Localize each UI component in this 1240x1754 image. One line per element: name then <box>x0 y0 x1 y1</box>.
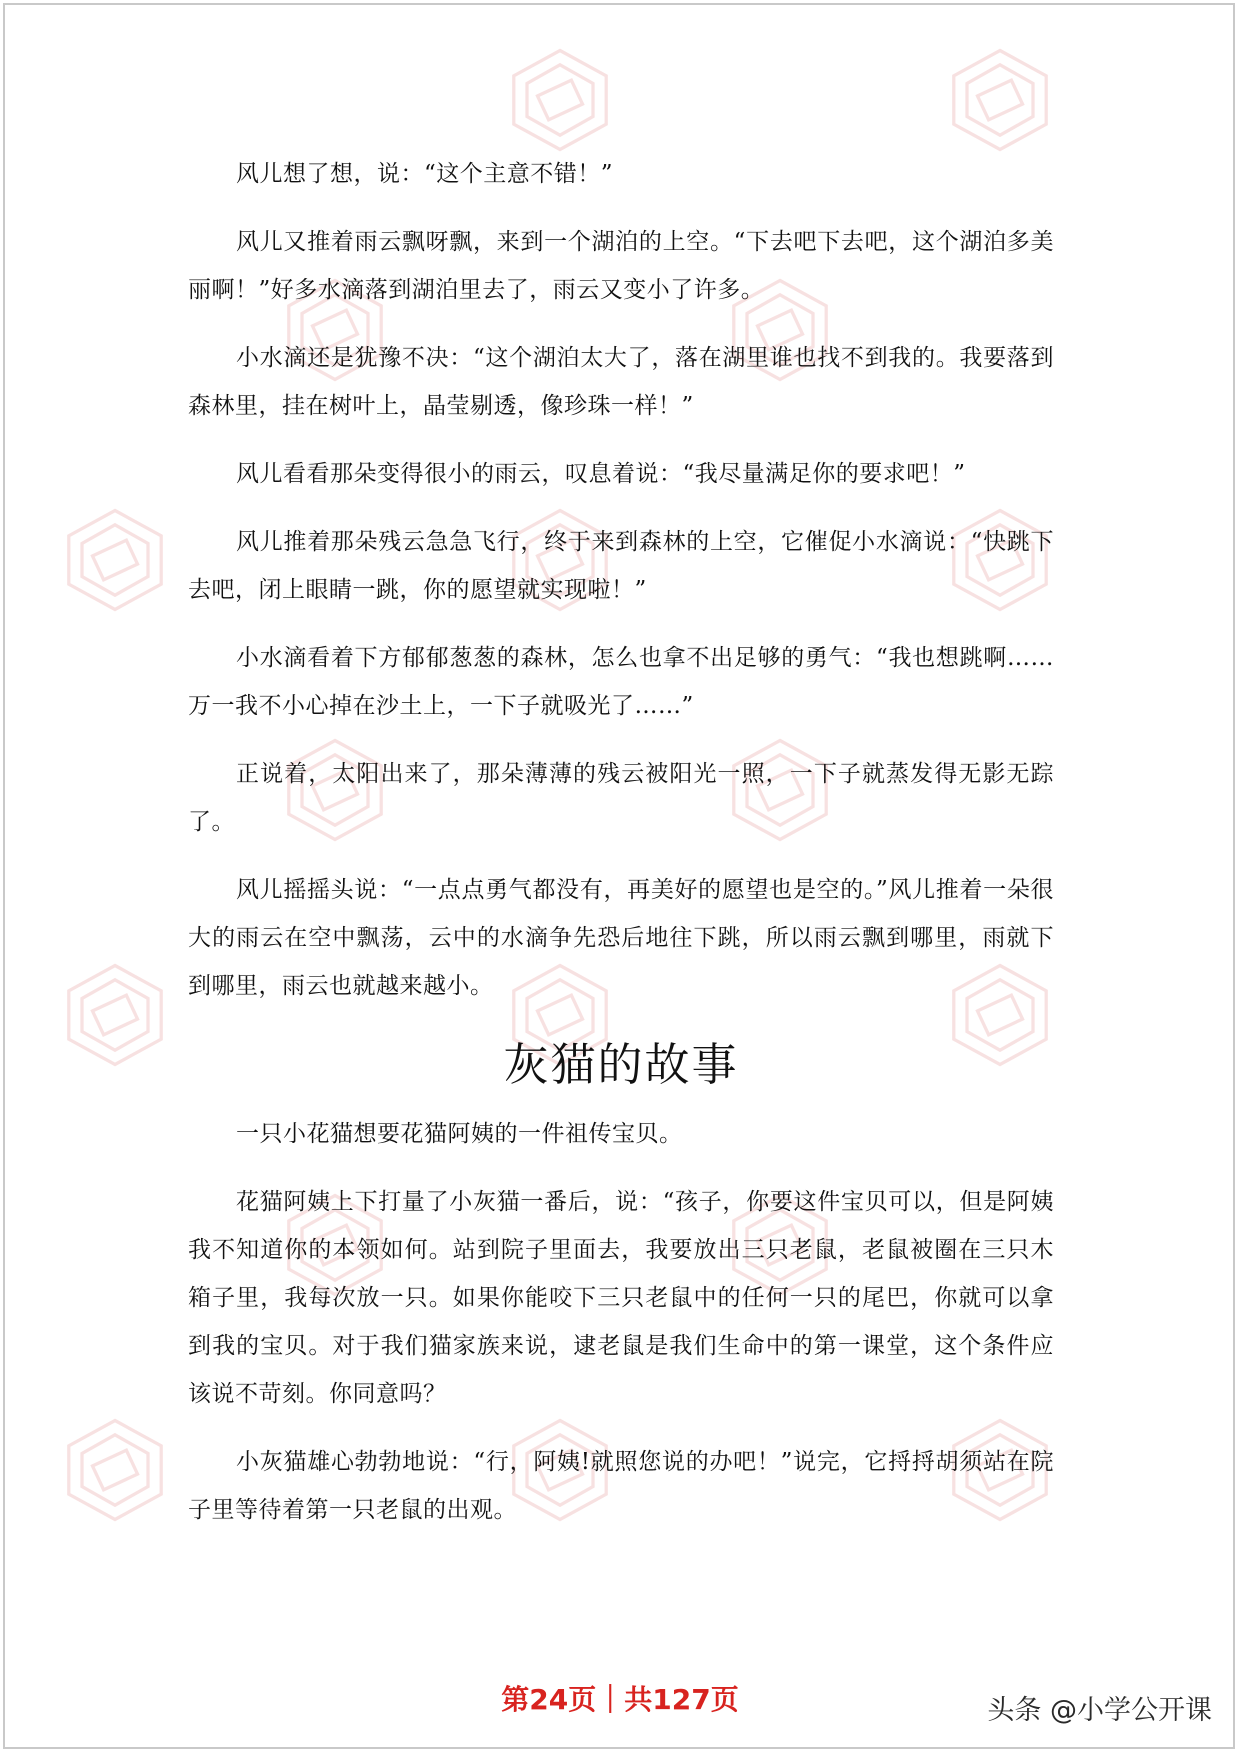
paragraph: 一只小花猫想要花猫阿姨的一件祖传宝贝。 <box>236 1121 683 1147</box>
paragraph: 风儿又推着雨云飘呀飘，来到一个湖泊的上空。“下去吧下去吧，这个湖泊多美丽啊！”好多水滴落到湖泊里去了，雨云又变小了许多。 <box>188 229 1054 303</box>
story-title: 灰猫的故事 <box>503 1038 739 1091</box>
paragraph: 风儿看看那朵变得很小的雨云，叹息着说：“我尽量满足你的要求吧！” <box>236 461 966 487</box>
watermark-logo-icon <box>945 45 1055 155</box>
page-indicator: 第24页｜共127页 <box>501 1683 739 1716</box>
paragraph: 风儿想了想，说：“这个主意不错！” <box>236 161 614 187</box>
watermark-logo-icon <box>60 1415 170 1525</box>
paragraph: 风儿推着那朵残云急急飞行，终于来到森林的上空，它催促小水滴说：“快跳下去吧，闭上眼睛一跳，你的愿望就实现啦！” <box>188 529 1054 603</box>
paragraph: 小灰猫雄心勃勃地说：“行，阿姨!就照您说的办吧！”说完，它捋捋胡须站在院子里等待着第一只老鼠的出观。 <box>188 1449 1054 1523</box>
watermark-logo-icon <box>60 960 170 1070</box>
watermark-logo-icon <box>505 45 615 155</box>
document-body <box>188 150 1054 1554</box>
paragraph: 小水滴看着下方郁郁葱葱的森林，怎么也拿不出足够的勇气：“我也想跳啊……万一我不小心掉在沙土上，一下子就吸光了……” <box>188 645 1054 719</box>
watermark-logo-icon <box>60 505 170 615</box>
paragraph: 小水滴还是犹豫不决：“这个湖泊太大了，落在湖里谁也找不到我的。我要落到森林里，挂在树叶上，晶莹剔透，像珍珠一样！” <box>188 345 1054 419</box>
paragraph: 正说着，太阳出来了，那朵薄薄的残云被阳光一照，一下子就蒸发得无影无踪了。 <box>188 761 1054 835</box>
paragraph: 风儿摇摇头说：“一点点勇气都没有，再美好的愿望也是空的。”风儿推着一朵很大的雨云在空中飘荡，云中的水滴争先恐后地往下跳，所以雨云飘到哪里，雨就下到哪里，雨云也就越来越小。 <box>188 877 1054 999</box>
paragraph: 花猫阿姨上下打量了小灰猫一番后，说：“孩子，你要这件宝贝可以，但是阿姨我不知道你的本领如何。站到院子里面去，我要放出三只老鼠，老鼠被圈在三只木箱子里，我每次放一只。如果你能咬下三只老鼠中的任何一只的尾巴，你就可以拿到我的宝贝。对于我们猫家族来说，逮老鼠是我们生命中的第一课堂，这个条件应该说不苛刻。你同意吗？ <box>188 1189 1054 1407</box>
source-credit: 头条 @小学公开课 <box>987 1695 1212 1726</box>
